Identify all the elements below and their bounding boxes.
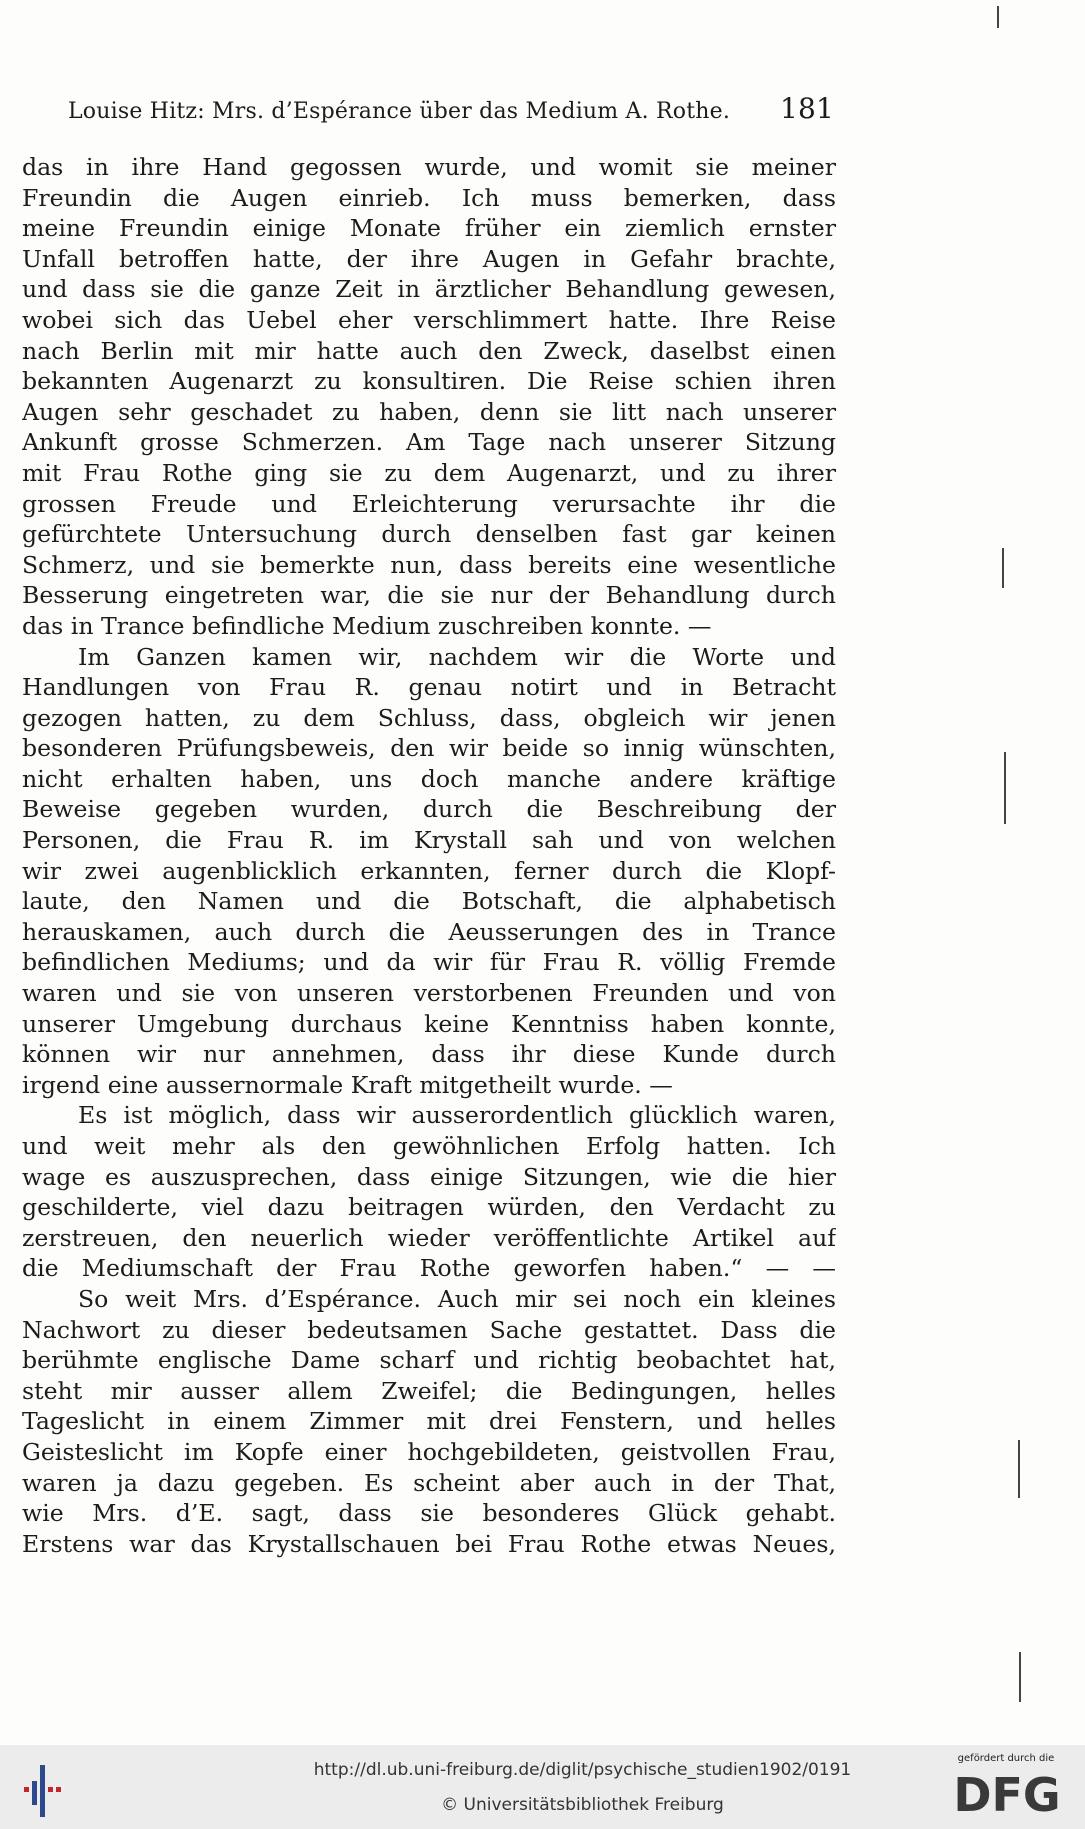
running-title: Louise Hitz: Mrs. d’Espérance über das Medium A. Rothe. <box>68 99 731 124</box>
scan-margin-mark <box>1004 752 1006 824</box>
text-line: Augen sehr geschadet zu haben, denn sie litt nach unserer <box>22 397 836 426</box>
text-line: nicht erhalten haben, uns doch manche andere kräftige <box>22 764 836 793</box>
scan-margin-mark <box>997 6 999 28</box>
text-line: So weit Mrs. d’Espérance. Auch mir sei noch ein kleines <box>78 1284 836 1313</box>
body-text <box>22 152 836 1559</box>
text-line: die Mediumschaft der Frau Rothe geworfen haben.“ — — <box>22 1254 836 1283</box>
text-line: waren ja dazu gegeben. Es scheint aber auch in der That, <box>22 1468 836 1497</box>
text-line: das in Trance befindliche Medium zuschreiben konnte. — <box>22 611 712 640</box>
page-number: 181 <box>779 92 834 125</box>
text-line: befindlichen Mediums; und da wir für Frau R. völlig Fremde <box>22 948 836 977</box>
text-line: Geisteslicht im Kopfe einer hochgebildeten, geistvollen Frau, <box>22 1437 836 1466</box>
text-line: grossen Freude und Erleichterung verursachte ihr die <box>22 489 836 518</box>
text-line: Freundin die Augen einrieb. Ich muss bemerken, dass <box>22 183 836 212</box>
text-line: unserer Umgebung durchaus keine Kenntniss haben konnte, <box>22 1009 836 1038</box>
text-line: gezogen hatten, zu dem Schluss, dass, obgleich wir jenen <box>22 703 836 732</box>
text-line: Schmerz, und sie bemerkte nun, dass bereits eine wesentliche <box>22 550 836 579</box>
text-line: irgend eine aussernormale Kraft mitgetheilt wurde. — <box>22 1070 673 1099</box>
text-line: bekannten Augenarzt zu konsultiren. Die Reise schien ihren <box>22 367 836 396</box>
text-line: Unfall betroffen hatte, der ihre Augen in Gefahr brachte, <box>22 244 836 273</box>
text-line: meine Freundin einige Monate früher ein ziemlich ernster <box>22 214 836 243</box>
text-line: mit Frau Rothe ging sie zu dem Augenarzt, und zu ihrer <box>22 458 836 487</box>
text-line: steht mir ausser allem Zweifel; die Bedingungen, helles <box>22 1376 836 1405</box>
text-line: Erstens war das Krystallschauen bei Frau Rothe etwas Neues, <box>22 1529 836 1558</box>
text-line: wie Mrs. d’E. sagt, dass sie besonderes Glück gehabt. <box>22 1499 836 1528</box>
text-line: berühmte englische Dame scharf und richtig beobachtet hat, <box>22 1346 836 1375</box>
copyright-notice: © Universitätsbibliothek Freiburg <box>441 1795 724 1815</box>
scan-margin-mark <box>1018 1440 1020 1498</box>
text-line: besonderen Prüfungsbeweis, den wir beide so innig wünschten, <box>22 734 836 763</box>
text-line: Es ist möglich, dass wir ausserordentlich glücklich waren, <box>78 1101 836 1130</box>
text-line: laute, den Namen und die Botschaft, die alphabetisch <box>22 887 836 916</box>
text-line: geschilderte, viel dazu beitragen würden, den Verdacht zu <box>22 1193 836 1222</box>
scan-margin-mark <box>1002 548 1004 588</box>
dfg-logo <box>941 1753 1071 1823</box>
text-line: das in ihre Hand gegossen wurde, und womit sie meiner <box>22 153 836 181</box>
text-line: Im Ganzen kamen wir, nachdem wir die Worte und <box>78 642 836 671</box>
text-line: Ankunft grosse Schmerzen. Am Tage nach unserer Sitzung <box>22 428 836 457</box>
text-line: wir zwei augenblicklich erkannten, ferner durch die Klopf- <box>22 856 836 885</box>
text-line: waren und sie von unseren verstorbenen Freunden und von <box>22 979 836 1008</box>
text-line: gefürchtete Untersuchung durch denselben fast gar keinen <box>22 520 836 549</box>
text-line: Beweise gegeben wurden, durch die Beschreibung der <box>22 795 836 824</box>
text-line: wobei sich das Uebel eher verschlimmert hatte. Ihre Reise <box>22 305 836 334</box>
text-line: Handlungen von Frau R. genau notirt und in Betracht <box>22 673 836 702</box>
text-line: nach Berlin mit mir hatte auch den Zweck, daselbst einen <box>22 336 836 365</box>
text-line: Tageslicht in einem Zimmer mit drei Fenstern, und helles <box>22 1407 836 1436</box>
text-line: Nachwort zu dieser bedeutsamen Sache gestattet. Dass die <box>22 1315 836 1344</box>
scan-margin-mark <box>1019 1652 1021 1702</box>
page-header <box>68 92 834 125</box>
dfg-caption: gefördert durch die <box>957 1753 1055 1764</box>
viewer-footer <box>0 1745 1085 1829</box>
text-line: können wir nur annehmen, dass ihr diese Kunde durch <box>22 1040 836 1069</box>
text-line: und dass sie die ganze Zeit in ärztlicher Behandlung gewesen, <box>22 275 836 304</box>
text-line: herauskamen, auch durch die Aeusserungen des in Trance <box>22 917 836 946</box>
text-line: Besserung eingetreten war, die sie nur der Behandlung durch <box>22 581 836 610</box>
permalink-url[interactable]: http://dl.ub.uni-freiburg.de/diglit/psychische_studien1902/0191 <box>313 1760 852 1780</box>
dfg-wordmark-text: DFG <box>953 1768 1061 1819</box>
dfg-wordmark-icon <box>947 1767 1067 1819</box>
text-line: zerstreuen, den neuerlich wieder veröffentlichte Artikel auf <box>22 1223 836 1252</box>
text-line: Personen, die Frau R. im Krystall sah und von welchen <box>22 826 836 855</box>
text-line: und weit mehr als den gewöhnlichen Erfolg hatten. Ich <box>22 1132 836 1160</box>
text-line: wage es auszusprechen, dass einige Sitzungen, wie die hier <box>22 1162 836 1191</box>
